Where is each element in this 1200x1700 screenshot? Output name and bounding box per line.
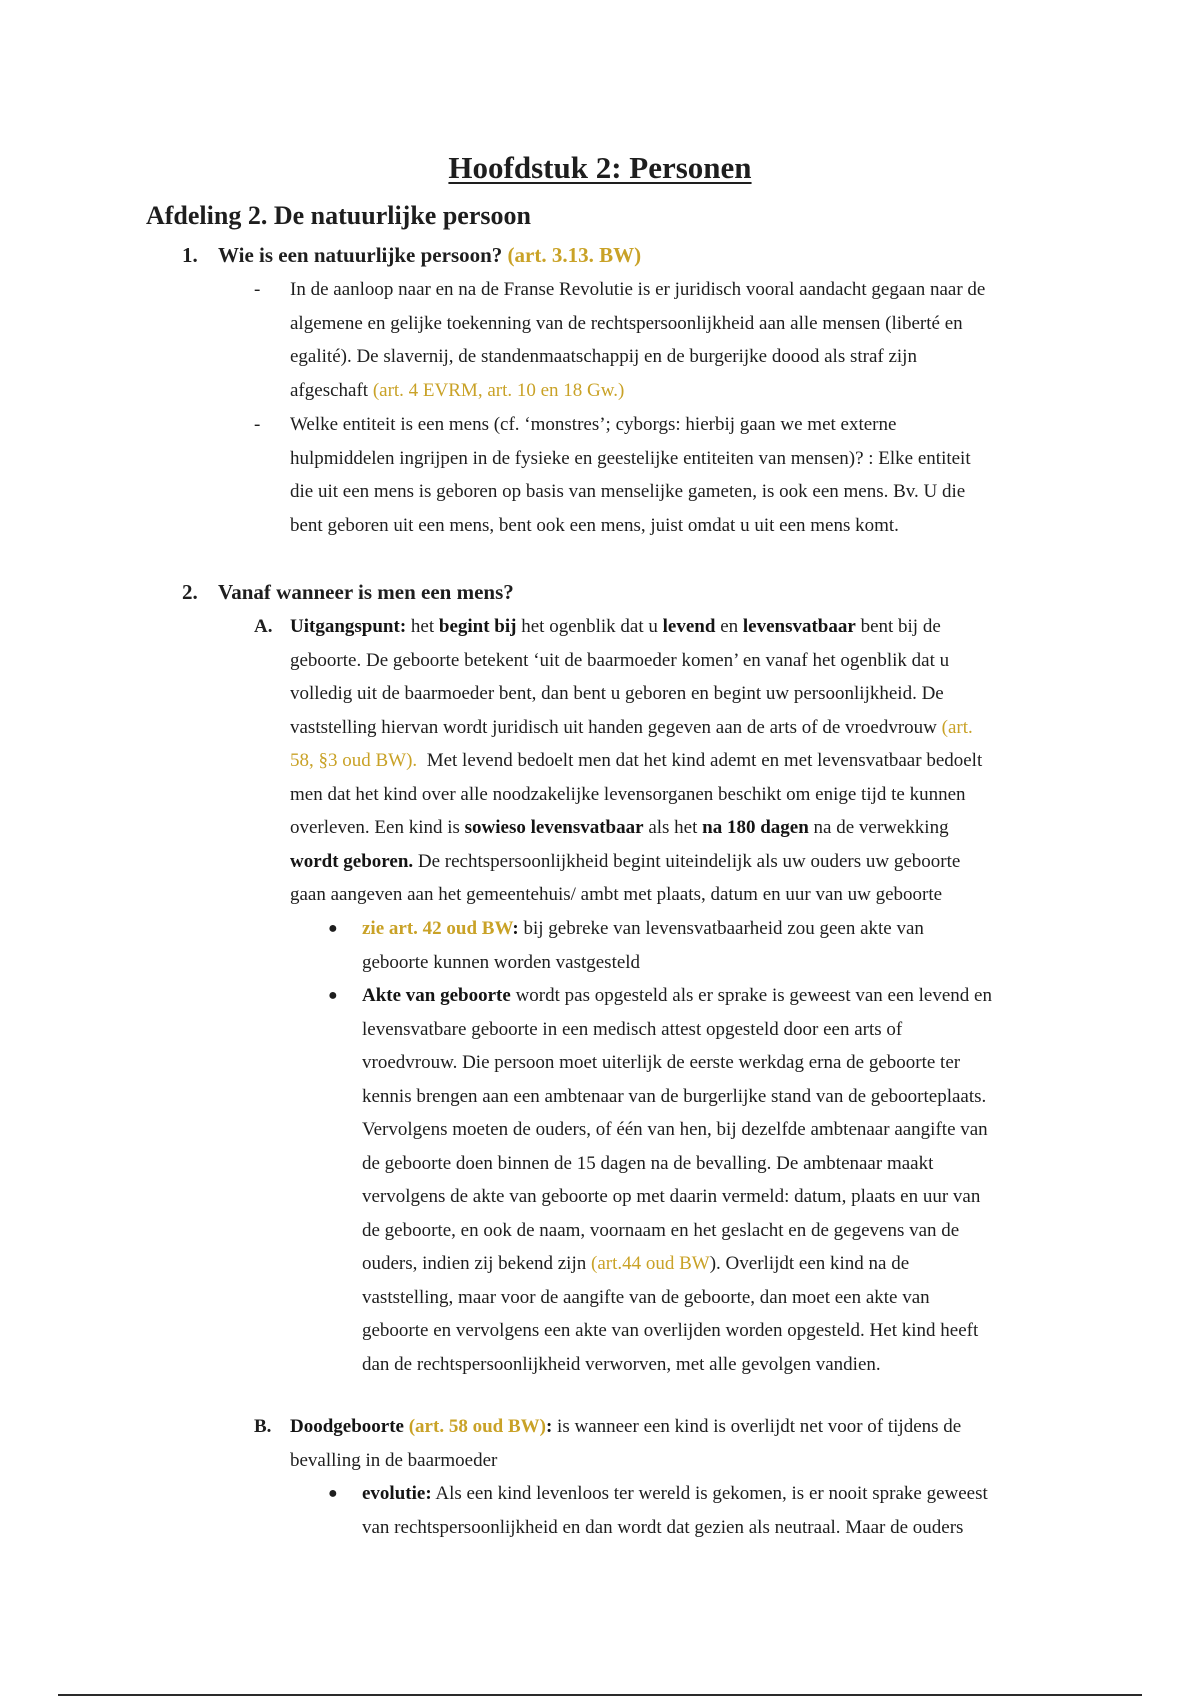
article-reference: zie art. 42 oud BW: [362, 918, 513, 939]
subsection-b-bullet-1: ● evolutie: Als een kind levenloos ter wereld is gekomen, is er nooit sprake geweest van rechtspersoonlijkheid en dan wordt dat gezien als neutraal. Maar de ouders: [362, 1477, 988, 1544]
chapter-title: Hoofdstuk 2: Personen: [448, 150, 752, 185]
article-reference: (art. 3.13. BW): [507, 243, 642, 267]
article-reference: (art.44 oud BW: [591, 1253, 710, 1274]
article-reference: 58, §3 oud BW).: [290, 750, 418, 771]
q1-bullet-2: - Welke entiteit is een mens (cf. ‘monstres’; cyborgs: hierbij gaan we met externe hulpmiddelen ingrijpen in de fysieke en geestelijke entiteiten van mensen)? : Elke entiteit die uit een mens is geboren op basis van menselijke gameten, is ook een mens. Bv. U die bent geboren uit een mens, bent ook een mens, juist omdat u uit een mens komt.: [254, 414, 971, 536]
bullet-icon: ●: [328, 920, 338, 937]
bullet-icon: ●: [328, 987, 338, 1004]
section-heading: Afdeling 2. De natuurlijke persoon: [146, 201, 531, 230]
subsection-a-bullet-1: ● zie art. 42 oud BW: bij gebreke van levensvatbaarheid zou geen akte van geboorte kunnen worden vastgesteld: [362, 912, 924, 979]
article-reference: (art. 58 oud BW): [408, 1416, 546, 1437]
q1-bullet-1: - In de aanloop naar en na de Franse Revolutie is er juridisch vooral aandacht gegaan naar de algemene en gelijke toekenning van de rechtspersoonlijkheid aan alle mensen (liberté en egalité). De slavernij, de standenmaatschappij en de burgerijke doood als straf zijn afgeschaft (art. 4 EVRM, art. 10 en 18 Gw.): [254, 279, 986, 401]
subsection-b: B. Doodgeboorte (art. 58 oud BW): is wanneer een kind is overlijdt net voor of tijdens de bevalling in de baarmoeder: [254, 1416, 962, 1471]
document-page: Hoofdstuk 2: Personen Afdeling 2. De natuurlijke persoon 1. Wie is een natuurlijke persoon? (art. 3.13. BW) - In de aanloop naar en na de Franse Revolutie is er juridisch vooral aandacht gegaan naar de algemene en gelijke toekenning van de rechtspersoonlijkheid aan alle mensen (liberté en egalité). De slavernij, de standenmaatschappij en de burgerijke doood als straf zijn afgeschaft (art. 4 EVRM, art. 10 en 18 Gw.) - Welke entiteit is een mens (cf. ‘monstres’; cyborgs: hierbij gaan we met externe hulpmiddelen ingrijpen in de fysieke en geestelijke entiteiten van mensen)? : Elke entiteit die uit een mens is geboren op basis van menselijke gameten, is ook een mens. Bv. U die bent geboren uit een mens, bent ook een mens, juist omdat u uit een mens komt. 2. Vanaf wanneer is men een mens? A. Uitgangspunt: het begint bij het ogenblik dat u levend en levensvatbaar bent bij de geboorte. De geboorte betekent ‘uit de baarmoeder komen’ en vanaf het ogenblik dat u volledig uit de baarmoeder bent, dan bent u geboren en begint uw persoonlijkheid. De vaststelling hiervan wordt juridisch uit handen gegeven aan de arts of de vroedvrouw (art. 58, §3 oud BW). Met levend bedoelt men dat het kind ademt en met levensvatbaar bedoelt men dat het kind over alle noodzakelijke levensorganen beschikt om enige tijd te kunnen overleven. Een kind is sowieso levensvatbaar als het na 180 dagen na de verwekking wordt geboren. De rechtspersoonlijkheid begint uiteindelijk als uw ouders uw geboorte gaan aangeven aan het gemeentehuis/ ambt met plaats, datum en uur van uw geboorte ● zie art. 42 oud BW: bij gebreke van levensvatbaarheid zou geen akte van geboorte kunnen worden vastgesteld ● Akte van geboorte wordt pas opgesteld als er sprake is geweest van een levend en levensvatbare geboorte in een medisch attest opgesteld door een arts of vroedvrouw. Die persoon moet uiterlijk de eerste werkdag erna de geboorte ter kennis brengen aan een ambtenaar van de burgerlijke stand van de geboorteplaats. Vervolgens moeten de ouders, of één van hen, bij dezelfde ambtenaar aangifte van de geboorte doen binnen de 15 dagen na de bevalling. De ambtenaar maakt vervolgens de akte van geboorte op met daarin vermeld: datum, plaats en uur van de geboorte, en ook de naam, voornaam en het geslacht en de gegevens van de ouders, indien zij bekend zijn (art.44 oud BW). Overlijdt een kind na de vaststelling, maar voor de aangifte van de geboorte, dan moet een akte van geboorte en vervolgens een akte van overlijden worden opgesteld. Het kind heeft dan de rechtspersoonlijkheid verworven, met alle gevolgen vandien. B. Doodgeboorte (art. 58 oud BW): is wanneer een kind is overlijdt net voor of tijdens de bevalling in de baarmoeder ● evolutie: Als een kind levenloos ter wereld is gekomen, is er nooit sprake geweest van rechtspersoonlijkheid en dan wordt dat gezien als neutraal. Maar de ouders: [0, 0, 1200, 1700]
subsection-a: A. Uitgangspunt: het begint bij het ogenblik dat u levend en levensvatbaar bent bij de geboorte. De geboorte betekent ‘uit de baarmoeder komen’ en vanaf het ogenblik dat u volledig uit de baarmoeder bent, dan bent u geboren en begint uw persoonlijkheid. De vaststelling hiervan wordt juridisch uit handen gegeven aan de arts of de vroedvrouw (art. 58, §3 oud BW). Met levend bedoelt men dat het kind ademt en met levensvatbaar bedoelt men dat het kind over alle noodzakelijke levensorganen beschikt om enige tijd te kunnen overleven. Een kind is sowieso levensvatbaar als het na 180 dagen na de verwekking wordt geboren. De rechtspersoonlijkheid begint uiteindelijk als uw ouders uw geboorte gaan aangeven aan het gemeentehuis/ ambt met plaats, datum en uur van uw geboorte: [254, 616, 983, 905]
article-reference: (art.: [941, 716, 973, 738]
bullet-icon: ●: [328, 1485, 338, 1502]
subsection-a-bullet-2: ● Akte van geboorte wordt pas opgesteld als er sprake is geweest van een levend en levensvatbare geboorte in een medisch attest opgesteld door een arts of vroedvrouw. Die persoon moet uiterlijk de eerste werkdag erna de geboorte ter kennis brengen aan een ambtenaar van de burgerlijke stand van de geboorteplaats. Vervolgens moeten de ouders, of één van hen, bij dezelfde ambtenaar aangifte van de geboorte doen binnen de 15 dagen na de bevalling. De ambtenaar maakt vervolgens de akte van geboorte op met daarin vermeld: datum, plaats en uur van de geboorte, en ook de naam, voornaam en het geslacht en de gegevens van de ouders, indien zij bekend zijn (art.44 oud BW). Overlijdt een kind na de vaststelling, maar voor de aangifte van de geboorte, dan moet een akte van geboorte en vervolgens een akte van overlijden worden opgesteld. Het kind heeft dan de rechtspersoonlijkheid verworven, met alle gevolgen vandien.: [362, 979, 992, 1381]
article-reference: (art. 4 EVRM, art. 10 en 18 Gw.): [372, 379, 625, 401]
footer-divider: [58, 1694, 1142, 1696]
